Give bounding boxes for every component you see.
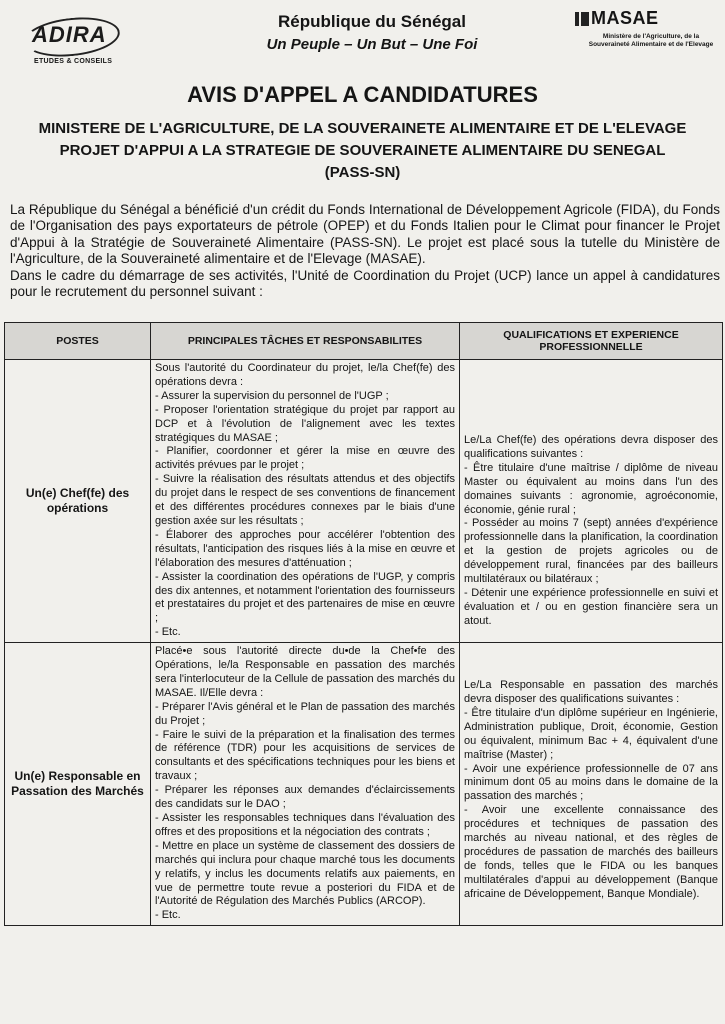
masae-logo-line1: Ministère de l'Agriculture, de la [602, 33, 700, 40]
table-row [5, 360, 723, 643]
qualification-item: - Être titulaire d'une maîtrise / diplôme de niveau Master ou équivalent au moins dans l'un des domaines suivants : agronomie, agroéconomie, économie, génie rural ; [464, 461, 718, 516]
intro-paragraph: La République du Sénégal a bénéficié d'un crédit du Fonds International de Développement Agricole (FIDA), du Fonds de l'Organisation des pays exportateurs de pétrole (OPEP) et du Fonds Italien pour le Climat pour financer le Projet d'Appui à la Stratégie de Souveraineté Alimentaire (PASS-SN). Le projet est placé sous la tutelle du Ministère de l'Agriculture, de la Souveraineté alimentaire et de l'Elevage (MASAE). [10, 202, 720, 267]
task-item: - Faire le suivi de la préparation et la finalisation des termes de référence (TDR) pour les acquisitions de services de consultants et des spécifications techniques pour les biens et travaux ; [155, 728, 455, 783]
intro-paragraph: Dans le cadre du démarrage de ses activités, l'Unité de Coordination du Projet (UCP) lance un appel à candidatures pour le recrutement du personnel suivant : [10, 267, 720, 300]
task-item: Placé•e sous l'autorité directe du•de la Chef•fe des Opérations, le/la Responsable en passation des marchés sera l'interlocuteur de la Cellule de passation des marchés du MASAE. Il/Elle devra : [155, 645, 455, 699]
poste-title: Un(e) Chef(fe) des opérations [5, 360, 151, 643]
task-item: - Etc. [155, 909, 181, 922]
qualification-item: Le/La Chef(fe) des opérations devra disposer des qualifications suivantes : [464, 434, 718, 460]
poste-title: Un(e) Responsable en Passation des Marchés [5, 643, 151, 926]
positions-table [4, 322, 723, 926]
column-header-qualifications: QUALIFICATIONS ET EXPERIENCE PROFESSIONNELLE [460, 323, 723, 360]
adira-logo-name: ADIRA [32, 22, 107, 47]
qualifications-cell [460, 360, 723, 643]
taches-cell [151, 643, 460, 926]
qualification-item: - Avoir une expérience professionnelle de 07 ans minimum dont 05 au moins dans le domaine de la passation des marchés ; [464, 762, 718, 803]
task-item: - Etc. [155, 626, 181, 639]
taches-cell [151, 360, 460, 643]
masae-logo [575, 8, 725, 49]
document-header [0, 0, 725, 78]
qualification-item: - Avoir une excellente connaissance des procédures et techniques de passation des marchés au niveau national, et des règles de procédures de passation de marchés des bailleurs de fonds, telles que le FIDA ou les banques multilatérales d'appui au développement (Banque africaine de Développement, Banque Mondiale). [464, 804, 718, 900]
task-item: - Suivre la réalisation des résultats attendus et des objectifs du projet dans le respect de ses conventions de financement et des différentes procédures connexes par le biais d'une gestion axée sur les résultats ; [155, 473, 455, 527]
project-name: PROJET D'APPUI A LA STRATEGIE DE SOUVERAINETE ALIMENTAIRE DU SENEGAL [59, 142, 666, 159]
task-item: - Assister la coordination des opérations de l'UGP, y compris des dix antennes, et notamment l'orientation des fournisseurs et prestataires du projet et des partenaires de mise en œuvre ; [155, 570, 455, 625]
intro-text [10, 202, 720, 300]
column-header-postes: POSTES [5, 323, 151, 360]
task-item: - Préparer les réponses aux demandes d'éclaircissements des candidats sur le DAO ; [155, 784, 455, 811]
masae-emblem-icon [575, 12, 589, 26]
national-motto: Un Peuple – Un But – Une Foi [266, 36, 478, 53]
task-item: - Élaborer des approches pour accélérer l'obtention des résultats, l'anticipation des risques liés à la mise en œuvre et l'élaboration des mesures d'atténuation ; [155, 528, 455, 569]
notice-title: AVIS D'APPEL A CANDIDATURES [187, 82, 538, 107]
qualification-item: - Posséder au moins 7 (sept) années d'expérience professionnelle dans la planification, la coordination et la gestion de projets agricoles ou de développement rural, financées par des bailleurs multilatéraux ou bilatéraux ; [464, 517, 718, 586]
task-item: - Assurer la supervision du personnel de l'UGP ; [155, 389, 389, 402]
task-item: - Assister les responsables techniques dans l'évaluation des offres et des propositions et la négociation des contrats ; [155, 812, 455, 838]
country-name: République du Sénégal [278, 12, 466, 31]
column-header-taches: PRINCIPALES TÂCHES ET RESPONSABILITES [151, 323, 460, 360]
task-item: - Planifier, coordonner et gérer la mise en œuvre des activités prévues par le projet ; [155, 445, 455, 472]
masae-logo-name: MASAE [591, 8, 659, 28]
task-item: - Mettre en place un système de classement des dossiers de marchés qui inclura pour chaque marché tous les documents y relatifs, y inclus les documents relatifs aux paiements, en vue de permettre toute revue a posteriori du FIDA et de l'Autorité de Régulation des Marchés Publics (ARCOP). [155, 839, 455, 908]
qualification-item: - Détenir une expérience professionnelle en suivi et évaluation et / ou en gestion financière sera un atout. [464, 586, 718, 627]
table-row [5, 643, 723, 926]
task-item: - Proposer l'orientation stratégique du projet par rapport au DCP et à l'évolution de l'alignement avec les textes stratégiques du MASAE ; [155, 403, 455, 444]
adira-logo-subtitle: ETUDES & CONSEILS [34, 58, 113, 65]
task-item: Sous l'autorité du Coordinateur du projet, le/la Chef(fe) des opérations devra : [155, 362, 455, 388]
qualification-item: Le/La Responsable en passation des marchés devra disposer des qualifications suivantes : [464, 679, 718, 706]
table-header-row [5, 323, 723, 360]
qualifications-cell [460, 643, 723, 926]
masae-logo-line2: Souveraineté Alimentaire et de l'Elevage [588, 41, 714, 48]
task-item: - Préparer l'Avis général et le Plan de passation des marchés du Projet ; [155, 700, 455, 727]
adira-logo [22, 18, 122, 74]
qualification-item: - Être titulaire d'un diplôme supérieur en Ingénierie, Administration publique, Droit, économie, Gestion ou équivalent, minimum Bac + 4, équivalent d'une maîtrise (Master) ; [464, 706, 718, 761]
ministry-name: MINISTERE DE L'AGRICULTURE, DE LA SOUVERAINETE ALIMENTAIRE ET DE L'ELEVAGE [38, 120, 687, 137]
project-acronym: (PASS-SN) [324, 164, 401, 181]
